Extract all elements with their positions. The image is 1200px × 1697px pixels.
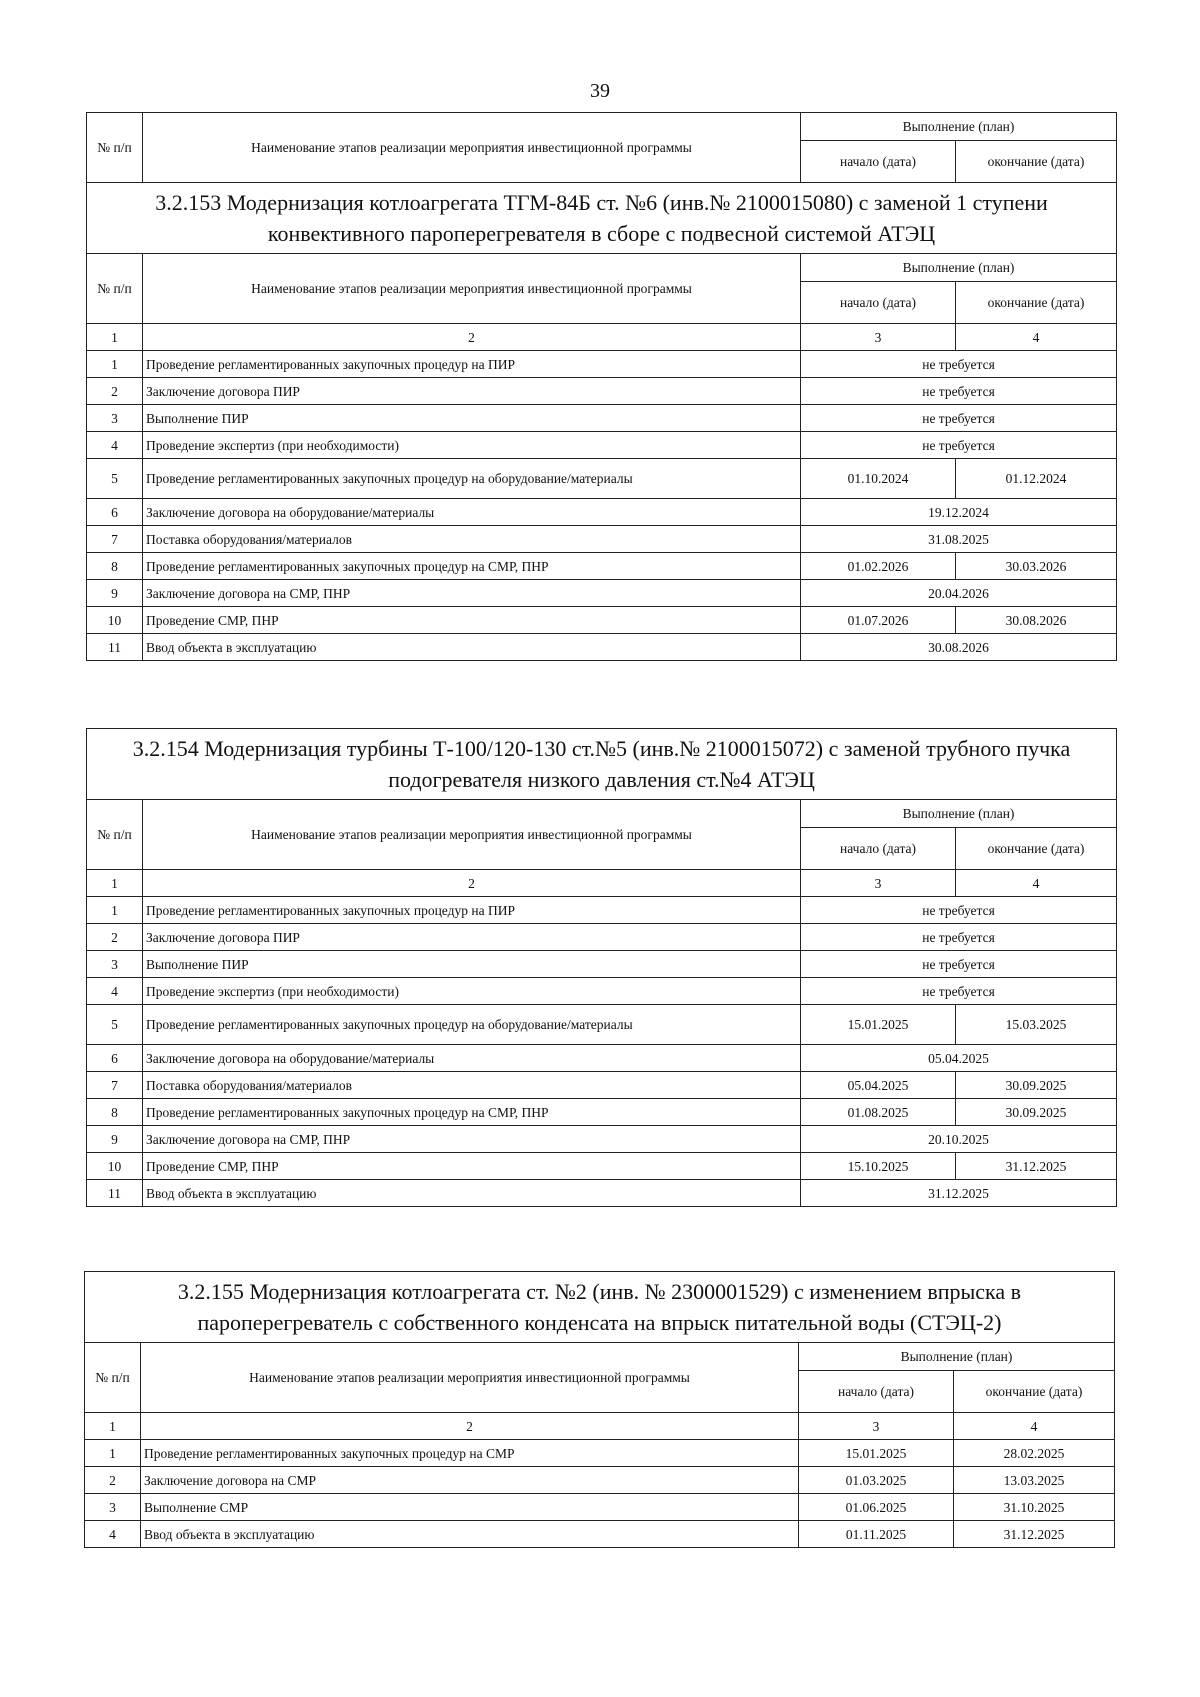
stage-name: Ввод объекта в эксплуатацию [143, 1180, 801, 1207]
row-number: 9 [87, 1126, 143, 1153]
table-row [87, 1099, 1117, 1126]
stage-end-date: 30.08.2026 [956, 607, 1117, 634]
stage-name: Проведение регламентированных закупочных процедур на ПИР [143, 351, 801, 378]
row-number: 8 [87, 553, 143, 580]
stage-date-merged: не требуется [801, 351, 1117, 378]
stage-name: Проведение регламентированных закупочных процедур на оборудование/материалы [143, 459, 801, 499]
table-row [87, 499, 1117, 526]
stage-name: Заключение договора ПИР [143, 924, 801, 951]
stage-name: Поставка оборудования/материалов [143, 1072, 801, 1099]
table-row [85, 1494, 1115, 1521]
col-header-end: окончание (дата) [956, 828, 1117, 870]
row-number: 3 [85, 1494, 141, 1521]
stage-name: Проведение экспертиз (при необходимости) [143, 432, 801, 459]
table-row [87, 1180, 1117, 1207]
table-row [87, 459, 1117, 499]
stage-start-date: 01.10.2024 [801, 459, 956, 499]
stage-name: Выполнение ПИР [143, 951, 801, 978]
row-number: 4 [87, 978, 143, 1005]
table-row [87, 924, 1117, 951]
stage-start-date: 01.03.2025 [799, 1467, 954, 1494]
stage-end-date: 13.03.2025 [954, 1467, 1115, 1494]
column-number: 1 [87, 870, 143, 897]
column-number: 1 [87, 324, 143, 351]
table-row [87, 432, 1117, 459]
stage-name: Проведение регламентированных закупочных процедур на СМР, ПНР [143, 1099, 801, 1126]
stage-name: Проведение СМР, ПНР [143, 607, 801, 634]
stage-date-merged: 05.04.2025 [801, 1045, 1117, 1072]
stage-date-merged: 20.04.2026 [801, 580, 1117, 607]
stage-date-merged: 30.08.2026 [801, 634, 1117, 661]
col-header-start: начало (дата) [801, 828, 956, 870]
stage-name: Выполнение СМР [141, 1494, 799, 1521]
stage-start-date: 15.10.2025 [801, 1153, 956, 1180]
stage-name: Заключение договора на оборудование/материалы [143, 1045, 801, 1072]
row-number: 10 [87, 1153, 143, 1180]
stage-end-date: 31.10.2025 [954, 1494, 1115, 1521]
stage-name: Выполнение ПИР [143, 405, 801, 432]
col-header-name: Наименование этапов реализации мероприятия инвестиционной программы [143, 800, 801, 870]
stage-name: Проведение регламентированных закупочных процедур на СМР, ПНР [143, 553, 801, 580]
col-header-start: начало (дата) [801, 282, 956, 324]
row-number: 10 [87, 607, 143, 634]
section-title: 3.2.154 Модернизация турбины Т-100/120-130 ст.№5 (инв.№ 2100015072) с заменой трубного пучка подогревателя низкого давления ст.№4 АТЭЦ [87, 729, 1117, 800]
stage-start-date: 01.08.2025 [801, 1099, 956, 1126]
stage-end-date: 30.03.2026 [956, 553, 1117, 580]
col-header-start: начало (дата) [801, 141, 956, 183]
row-number: 5 [87, 1005, 143, 1045]
stage-start-date: 05.04.2025 [801, 1072, 956, 1099]
stage-date-merged: не требуется [801, 405, 1117, 432]
stage-start-date: 15.01.2025 [801, 1005, 956, 1045]
table-row [85, 1467, 1115, 1494]
stage-date-merged: не требуется [801, 978, 1117, 1005]
row-number: 8 [87, 1099, 143, 1126]
col-header-exec: Выполнение (план) [799, 1343, 1115, 1371]
column-number: 2 [141, 1413, 799, 1440]
column-number: 3 [801, 870, 956, 897]
section-table-153 [86, 182, 1117, 661]
stage-date-merged: не требуется [801, 924, 1117, 951]
row-number: 7 [87, 526, 143, 553]
col-header-name: Наименование этапов реализации мероприятия инвестиционной программы [141, 1343, 799, 1413]
stage-start-date: 01.02.2026 [801, 553, 956, 580]
col-header-end: окончание (дата) [956, 282, 1117, 324]
table-row [87, 897, 1117, 924]
table-row [87, 951, 1117, 978]
table-row [87, 351, 1117, 378]
col-header-exec: Выполнение (план) [801, 113, 1117, 141]
stage-end-date: 31.12.2025 [954, 1521, 1115, 1548]
stage-name: Проведение регламентированных закупочных процедур на оборудование/материалы [143, 1005, 801, 1045]
stage-end-date: 01.12.2024 [956, 459, 1117, 499]
row-number: 2 [87, 378, 143, 405]
column-number: 2 [143, 324, 801, 351]
row-number: 6 [87, 499, 143, 526]
stage-end-date: 31.12.2025 [956, 1153, 1117, 1180]
stage-name: Заключение договора на СМР, ПНР [143, 580, 801, 607]
column-number: 2 [143, 870, 801, 897]
stage-start-date: 01.11.2025 [799, 1521, 954, 1548]
col-header-exec: Выполнение (план) [801, 254, 1117, 282]
stage-name: Заключение договора на СМР [141, 1467, 799, 1494]
stage-date-merged: 20.10.2025 [801, 1126, 1117, 1153]
col-header-num: № п/п [87, 800, 143, 870]
table-row [87, 634, 1117, 661]
stage-name: Поставка оборудования/материалов [143, 526, 801, 553]
table-row [85, 1440, 1115, 1467]
stage-start-date: 15.01.2025 [799, 1440, 954, 1467]
table-row [85, 1521, 1115, 1548]
column-number: 1 [85, 1413, 141, 1440]
table-row [87, 1005, 1117, 1045]
page-number: 39 [590, 80, 610, 102]
table-row [87, 607, 1117, 634]
row-number: 2 [87, 924, 143, 951]
section-table-155 [84, 1271, 1115, 1548]
stage-name: Проведение экспертиз (при необходимости) [143, 978, 801, 1005]
row-number: 7 [87, 1072, 143, 1099]
row-number: 6 [87, 1045, 143, 1072]
stage-name: Проведение регламентированных закупочных процедур на СМР [141, 1440, 799, 1467]
table-row [87, 978, 1117, 1005]
row-number: 11 [87, 1180, 143, 1207]
stage-date-merged: не требуется [801, 378, 1117, 405]
col-header-num: № п/п [87, 113, 143, 183]
header-table [86, 112, 1117, 183]
row-number: 1 [87, 351, 143, 378]
column-number: 4 [956, 324, 1117, 351]
col-header-num: № п/п [85, 1343, 141, 1413]
row-number: 11 [87, 634, 143, 661]
stage-date-merged: не требуется [801, 432, 1117, 459]
stage-name: Проведение регламентированных закупочных процедур на ПИР [143, 897, 801, 924]
stage-date-merged: не требуется [801, 951, 1117, 978]
col-header-num: № п/п [87, 254, 143, 324]
section-table-154 [86, 728, 1117, 1207]
col-header-end: окончание (дата) [956, 141, 1117, 183]
stage-name: Заключение договора на оборудование/материалы [143, 499, 801, 526]
table-row [87, 1045, 1117, 1072]
col-header-name: Наименование этапов реализации мероприятия инвестиционной программы [143, 254, 801, 324]
column-number: 4 [956, 870, 1117, 897]
table-row [87, 580, 1117, 607]
stage-start-date: 01.06.2025 [799, 1494, 954, 1521]
row-number: 2 [85, 1467, 141, 1494]
col-header-name: Наименование этапов реализации мероприятия инвестиционной программы [143, 113, 801, 183]
row-number: 9 [87, 580, 143, 607]
row-number: 5 [87, 459, 143, 499]
row-number: 1 [87, 897, 143, 924]
stage-name: Проведение СМР, ПНР [143, 1153, 801, 1180]
column-number: 4 [954, 1413, 1115, 1440]
table-row [87, 405, 1117, 432]
stage-end-date: 30.09.2025 [956, 1099, 1117, 1126]
table-row [87, 1126, 1117, 1153]
row-number: 3 [87, 405, 143, 432]
row-number: 4 [85, 1521, 141, 1548]
stage-name: Заключение договора на СМР, ПНР [143, 1126, 801, 1153]
row-number: 4 [87, 432, 143, 459]
stage-name: Ввод объекта в эксплуатацию [141, 1521, 799, 1548]
row-number: 3 [87, 951, 143, 978]
stage-date-merged: 19.12.2024 [801, 499, 1117, 526]
column-number: 3 [801, 324, 956, 351]
section-title: 3.2.155 Модернизация котлоагрегата ст. №2 (инв. № 2300001529) с изменением впрыска в пароперегреватель с собственного конденсата на впрыск питательной воды (СТЭЦ-2) [85, 1272, 1115, 1343]
row-number: 1 [85, 1440, 141, 1467]
table-row [87, 526, 1117, 553]
table-row [87, 378, 1117, 405]
stage-end-date: 30.09.2025 [956, 1072, 1117, 1099]
stage-name: Ввод объекта в эксплуатацию [143, 634, 801, 661]
stage-start-date: 01.07.2026 [801, 607, 956, 634]
stage-end-date: 28.02.2025 [954, 1440, 1115, 1467]
stage-date-merged: 31.08.2025 [801, 526, 1117, 553]
col-header-exec: Выполнение (план) [801, 800, 1117, 828]
section-title: 3.2.153 Модернизация котлоагрегата ТГМ-84Б ст. №6 (инв.№ 2100015080) с заменой 1 ступени конвективного пароперегревателя в сборе с подвесной системой АТЭЦ [87, 183, 1117, 254]
table-row [87, 1153, 1117, 1180]
table-row [87, 553, 1117, 580]
stage-end-date: 15.03.2025 [956, 1005, 1117, 1045]
table-row [87, 1072, 1117, 1099]
stage-date-merged: не требуется [801, 897, 1117, 924]
col-header-end: окончание (дата) [954, 1371, 1115, 1413]
col-header-start: начало (дата) [799, 1371, 954, 1413]
column-number: 3 [799, 1413, 954, 1440]
stage-name: Заключение договора ПИР [143, 378, 801, 405]
stage-date-merged: 31.12.2025 [801, 1180, 1117, 1207]
